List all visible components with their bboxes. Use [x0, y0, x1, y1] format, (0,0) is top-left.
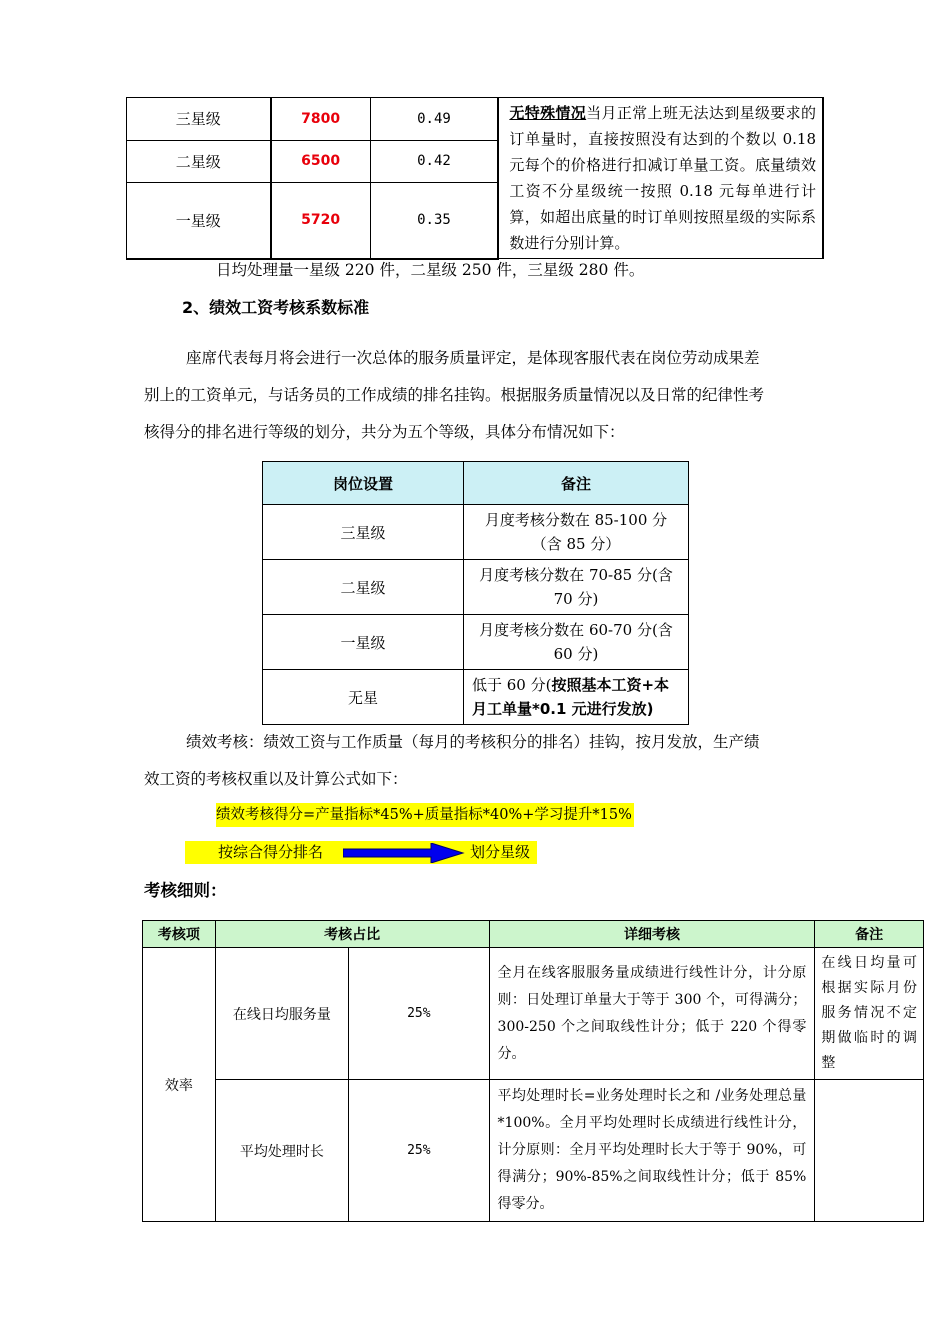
header-remark: 备注 — [464, 462, 689, 505]
table-row — [263, 505, 689, 560]
table-row — [263, 615, 689, 670]
perf-para-line1: 绩效考核：绩效工资与工作质量（每月的考核积分的排名）挂钩，按月发放，生产绩 — [186, 733, 760, 751]
orders-cell: 6500 — [271, 140, 370, 183]
note-cell: 月度考核分数在 70-85 分(含 70 分) — [464, 560, 689, 615]
rank-left-text: 按综合得分排名 — [218, 843, 324, 861]
note-text: 当月正常上班无法达到星级要求的订单量时，直接按照没有达到的个数以 0.18 元每个的价格进行扣减订单量工资。底量绩效工资不分星级统一按照 0.18 元每单进行计算，如超出底量的时订单则按照星级的实际系数进行分别计算。 — [509, 104, 816, 252]
coef-cell: 0.49 — [370, 98, 498, 141]
table-row — [263, 670, 689, 725]
table-row — [143, 1080, 924, 1222]
remark-cell: 在线日均量可根据实际月份服务情况不定期做临时的调整 — [815, 948, 924, 1080]
category-cell: 效率 — [143, 948, 216, 1222]
note-plain: 低于 60 分( — [472, 676, 552, 694]
orders-cell: 5720 — [271, 183, 370, 259]
table-row — [127, 98, 824, 141]
level-cell: 三星级 — [263, 505, 464, 560]
detail-cell: 全月在线客服服务量成绩进行线性计分，计分原则：日处理订单量大于等于 300 个，可得满分；300-250 个之间取线性计分；低于 220 个得零分。 — [489, 948, 815, 1080]
table-header-row — [143, 921, 924, 948]
rules-title: 考核细则： — [144, 881, 227, 900]
section2-title: 2、绩效工资考核系数标准 — [182, 298, 370, 317]
note-bold: 按照基本工资+本月工单量*0.1 元进行发放) — [472, 676, 670, 718]
level-cell: 二星级 — [263, 560, 464, 615]
item-cell: 在线日均服务量 — [215, 948, 348, 1080]
ratio-cell: 25% — [349, 948, 489, 1080]
coef-cell: 0.42 — [370, 140, 498, 183]
perf-para-line2: 效工资的考核权重以及计算公式如下： — [144, 770, 408, 788]
note-cell: 月度考核分数在 85-100 分（含 85 分） — [464, 505, 689, 560]
level-cell: 无星 — [263, 670, 464, 725]
level-cell: 三星级 — [127, 98, 271, 141]
header-detail: 详细考核 — [489, 921, 815, 948]
star-orders-table — [126, 97, 824, 260]
note-cell: 月度考核分数在 60-70 分(含 60 分) — [464, 615, 689, 670]
item-cell: 平均处理时长 — [215, 1080, 348, 1222]
section2-para-line3: 核得分的排名进行等级的划分，共分为五个等级，具体分布情况如下： — [144, 423, 625, 441]
grade-standard-table — [262, 461, 689, 725]
orders-cell: 7800 — [271, 98, 370, 141]
level-cell: 二星级 — [127, 140, 271, 183]
assessment-rules-table — [142, 920, 924, 1222]
formula-line: 绩效考核得分=产量指标*45%+质量指标*40%+学习提升*15% — [216, 803, 634, 827]
arrow-right-icon — [343, 843, 465, 863]
detail-cell: 平均处理时长=业务处理时长之和 /业务处理总量*100%。全月平均处理时长成绩进行线性计分，计分原则：全月平均处理时长大于等于 90%，可得满分；90%-85%之间取线性计分；低于 85%得零分。 — [489, 1080, 815, 1222]
section2-para-line2: 别上的工资单元，与话务员的工作成绩的排名挂钩。根据服务质量情况以及日常的纪律性考 — [144, 386, 765, 404]
table-header-row — [263, 462, 689, 505]
daily-volume-line: 日均处理量一星级 220 件，二星级 250 件，三星级 280 件。 — [216, 261, 645, 279]
table-row — [143, 948, 924, 1080]
note-bold: 无特殊情况 — [509, 104, 587, 122]
level-cell: 一星级 — [263, 615, 464, 670]
coef-cell: 0.35 — [370, 183, 498, 259]
section2-para-line1: 座席代表每月将会进行一次总体的服务质量评定，是体现客服代表在岗位劳动成果差 — [186, 349, 760, 367]
remark-cell — [815, 1080, 924, 1222]
rank-right-text: 划分星级 — [470, 843, 531, 861]
header-ratio: 考核占比 — [215, 921, 489, 948]
note-cell — [464, 670, 689, 725]
note-cell — [498, 98, 823, 259]
header-position: 岗位设置 — [263, 462, 464, 505]
level-cell: 一星级 — [127, 183, 271, 259]
header-item: 考核项 — [143, 921, 216, 948]
header-remark: 备注 — [815, 921, 924, 948]
ratio-cell: 25% — [349, 1080, 489, 1222]
table-row — [263, 560, 689, 615]
